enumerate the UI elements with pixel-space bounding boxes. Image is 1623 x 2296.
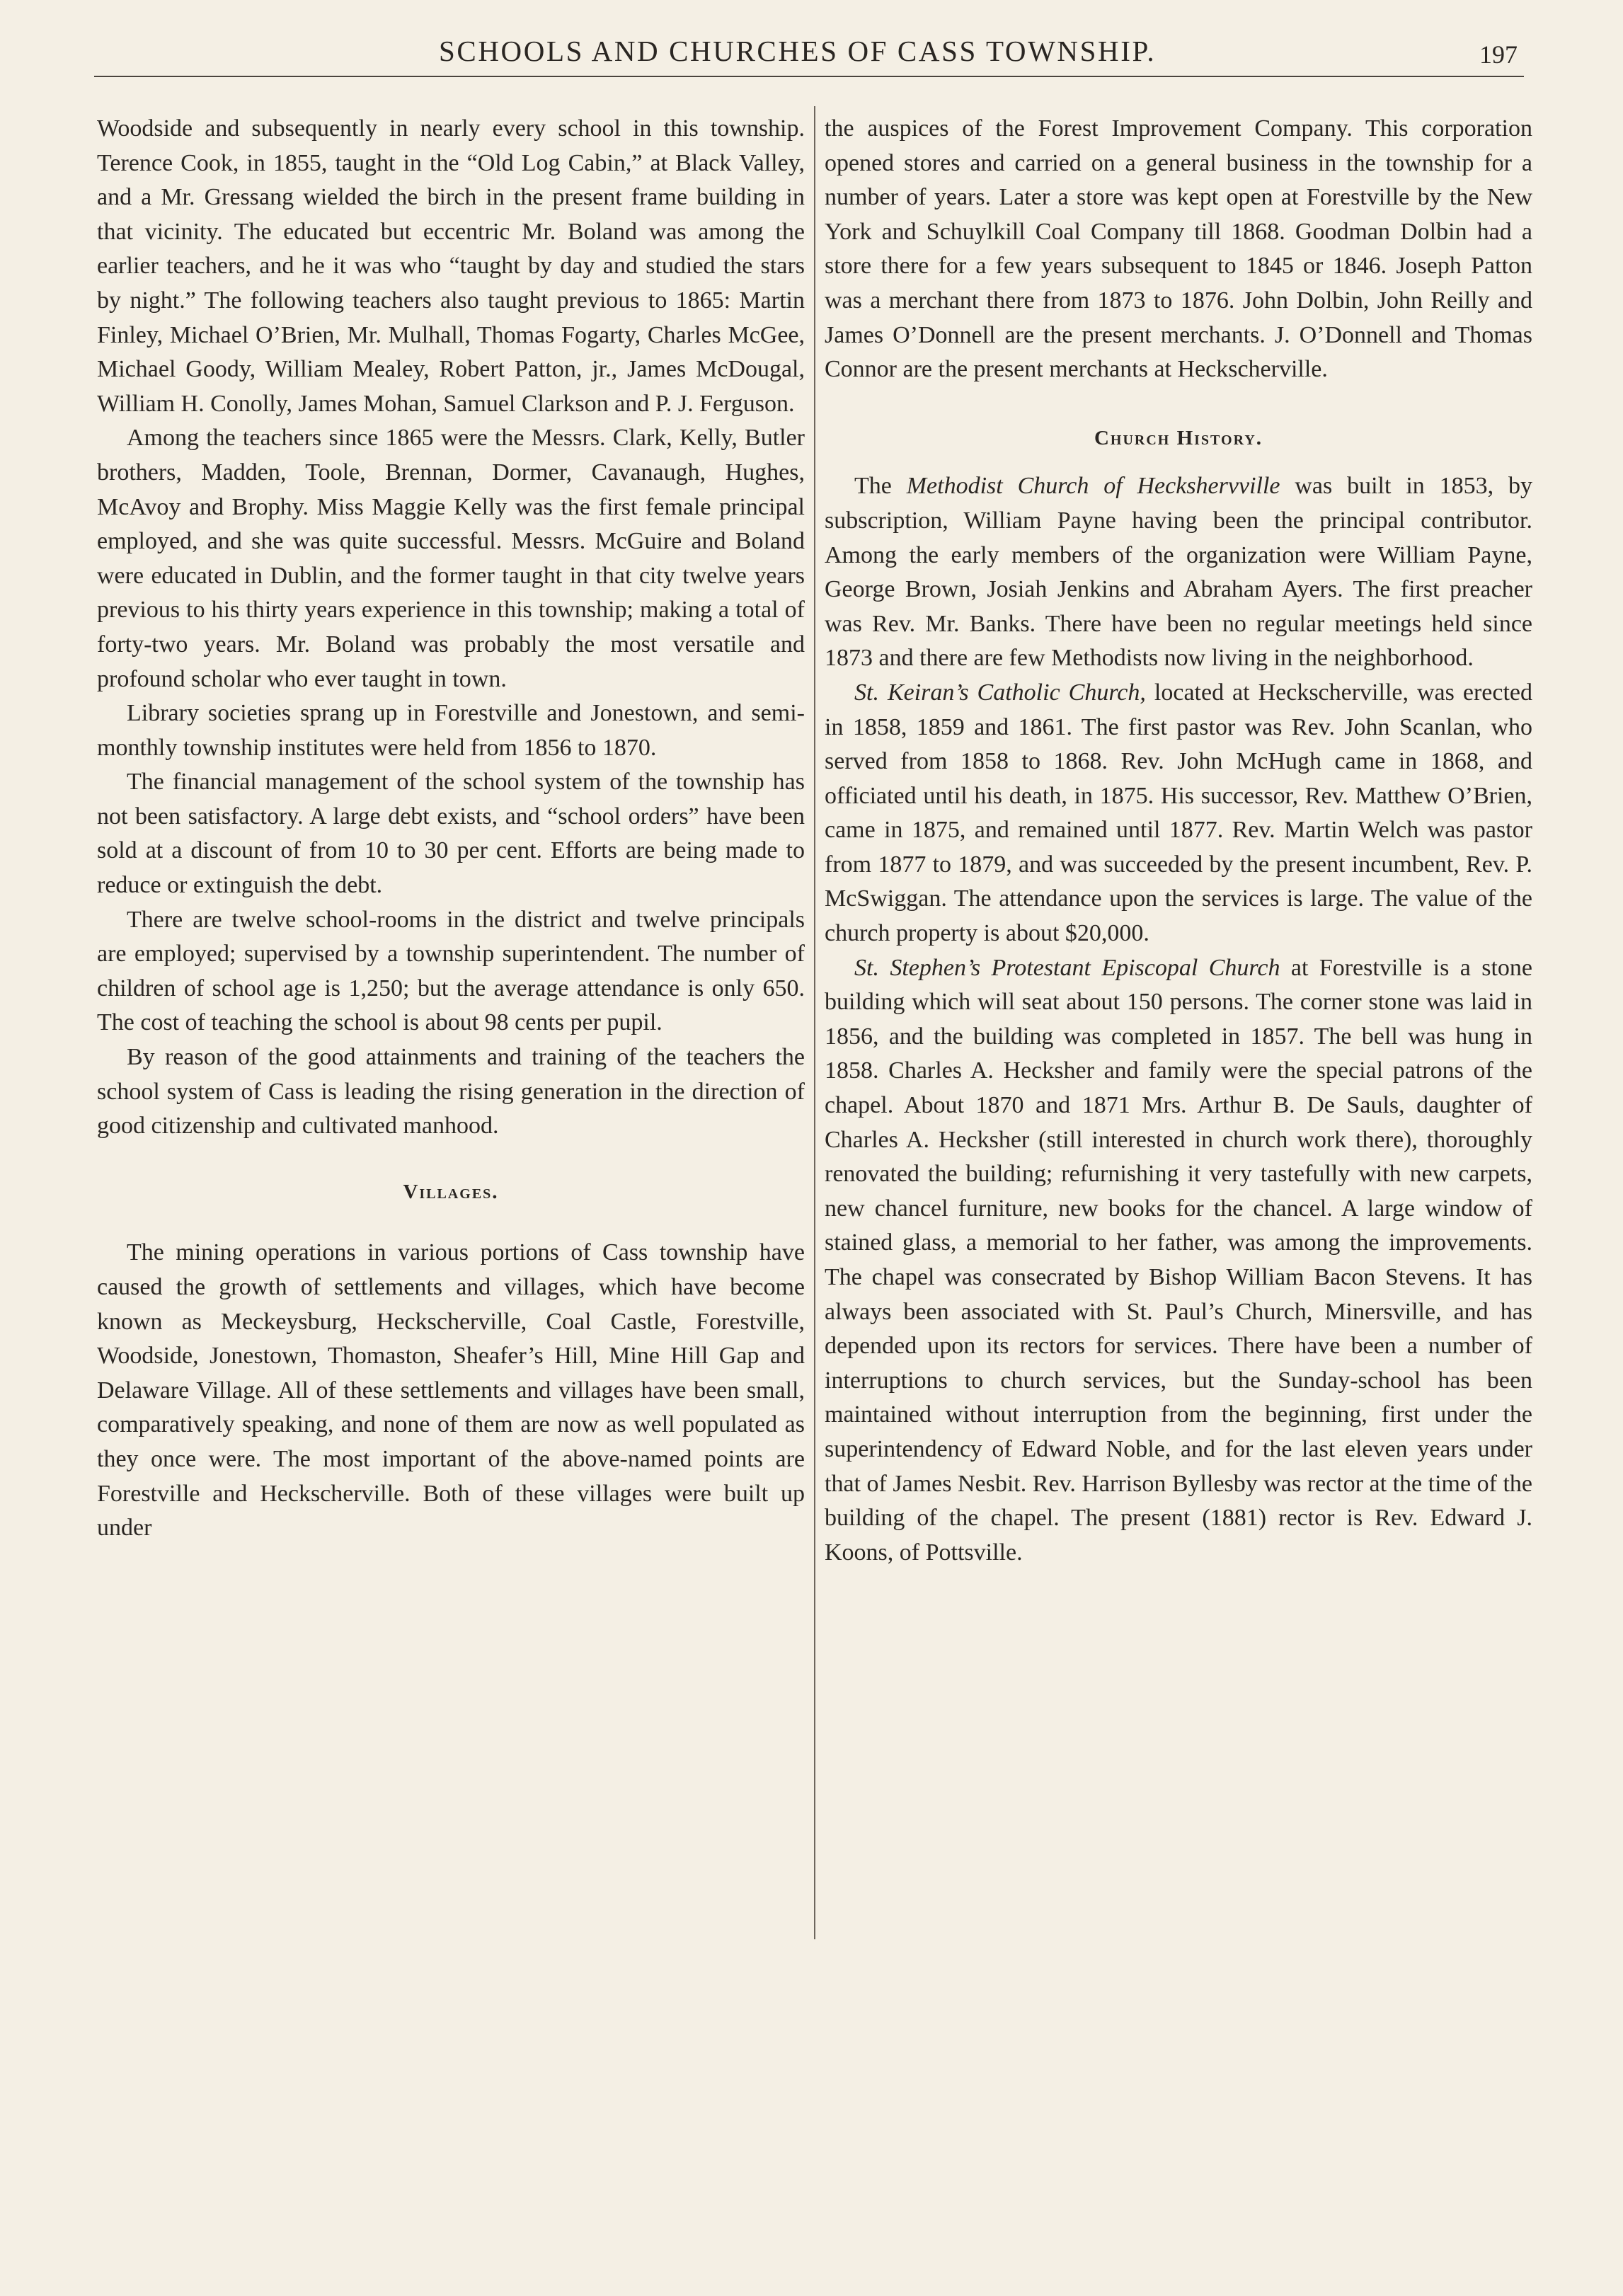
methodist-church-name: Methodist Church of Heckshervville	[906, 473, 1280, 500]
page-number: 197	[1479, 40, 1518, 69]
left-column	[97, 112, 805, 1546]
episcopal-church-name: St. Stephen’s Protestant Episcopal Church	[854, 954, 1280, 981]
methodist-church-paragraph	[825, 469, 1532, 676]
catholic-church-text: located at Heckscherville, was erected in 1858, 1859 and 1861. The first pastor was Rev. John Scanlan, who served from 1858 to 1868. Rev. John McHugh came in 1868, and officiated until his death, in 1875. His successor, Rev. Matthew O’Brien, came in 1875, and remained until 1877. Rev. Martin Welch was pastor from 1877 to 1879, and was succeeded by the present incumbent, Rev. P. McSwiggan. The attendance upon the services is large. The value of the church property is about $20,000.	[825, 679, 1532, 947]
catholic-church-paragraph	[825, 676, 1532, 951]
right-column	[825, 112, 1532, 1570]
forest-improvement-paragraph: the auspices of the Forest Improvement Company. This corporation opened stores and carried on a general business in the township for a number of years. Later a store was kept open at Forestville by the New York and Schuylkill Coal Company till 1868. Goodman Dolbin had a store there for a few years subsequent to 1845 or 1846. Joseph Patton was a merchant there from 1873 to 1876. John Dolbin, John Reilly and James O’Donnell are the present merchants. J. O’Donnell and Thomas Connor are the present merchants at Heckscherville.	[825, 115, 1532, 383]
mining-operations-paragraph: The mining operations in various portions of Cass township have caused the growth of settlements and villages, which have become known as Meckeysburg, Heckscherville, Coal Castle, Forestville, Woodside, Jonestown, Thomaston, Sheafer’s Hill, Mine Hill Gap and Delaware Village. All of these settlements and villages have been small, comparatively speaking, and none of them are now as well populated as they once were. The most important of the above-named points are Forestville and Heckscherville. Both of these villages were built up under	[97, 1239, 805, 1542]
running-header	[0, 30, 1623, 72]
header-rule	[94, 76, 1524, 77]
library-societies-paragraph: Library societies sprang up in Forestville and Jonestown, and semi-monthly township institutes were held from 1856 to 1870.	[97, 700, 805, 761]
teachers-since-1865-paragraph: Among the teachers since 1865 were the Messrs. Clark, Kelly, Butler brothers, Madden, Toole, Brennan, Dormer, Cavanaugh, Hughes, McAvoy and Brophy. Miss Maggie Kelly was the first female principal employed, and she was quite successful. Messrs. McGuire and Boland were educated in Dublin, and the former taught in that city twelve years previous to his thirty years experience in this township; making a total of forty-two years. Mr. Boland was probably the most versatile and profound scholar who ever taught in town.	[97, 425, 805, 692]
financial-management-paragraph: The financial management of the school system of the township has not been satisfactory. A large debt exists, and “school orders” have been sold at a discount of from 10 to 30 per cent. Efforts are being made to reduce or extinguish the debt.	[97, 769, 805, 899]
column-divider	[814, 106, 815, 1939]
school-rooms-paragraph: There are twelve school-rooms in the district and twelve principals are employed; supervised by a township superintendent. The number of children of school age is 1,250; but the average attendance is only 650. The cost of teaching the school is about 98 cents per pupil.	[97, 906, 805, 1036]
villages-heading: Villages.	[403, 1180, 499, 1203]
episcopal-church-text: at Forestville is a stone building which will seat about 150 persons. The corner stone was laid in 1856, and the building was completed in 1857. The bell was hung in 1858. Charles A. Hecksher and family were the special patrons of the chapel. About 1870 and 1871 Mrs. Arthur B. De Sauls, daughter of Charles A. Hecksher (still interested in church work there), thoroughly renovated the building; refurnishing it very tastefully with new carpets, new chancel furniture, new books for the chancel. A large window of stained glass, a memorial to her father, was among the improvements. The chapel was consecrated by Bishop William Bacon Stevens. It has always been associated with St. Paul’s Church, Minersville, and has depended upon its rectors for services. There have been a number of interruptions to church services, but the Sunday-school has been maintained without interruption from the beginning, first under the superintendency of Edward Noble, and for the last eleven years under that of James Nesbit. Rev. Harrison Byllesby was rector at the time of the building of the chapel. The present (1881) rector is Rev. Edward J. Koons, of Pottsville.	[825, 954, 1532, 1566]
attainments-paragraph: By reason of the good attainments and training of the teachers the school system of Cass is leading the rising generation in the direction of good citizenship and cultivated manhood.	[97, 1044, 805, 1140]
church-history-heading: Church History.	[1094, 426, 1263, 449]
methodist-intro: The	[854, 473, 907, 500]
episcopal-church-paragraph	[825, 951, 1532, 1571]
methodist-church-text: was built in 1853, by subscription, William Payne having been the principal contributor. Among the early members of the organization were William Payne, George Brown, Josiah Jenkins and Abraham Ayers. The first preacher was Rev. Mr. Banks. There have been no regular meetings held since 1873 and there are few Methodists now living in the neighborhood.	[825, 473, 1532, 672]
catholic-church-name: St. Keiran’s Catholic Church,	[854, 679, 1146, 706]
running-title: SCHOOLS AND CHURCHES OF CASS TOWNSHIP.	[439, 35, 1157, 67]
schools-paragraph-continued: Woodside and subsequently in nearly every school in this township. Terence Cook, in 1855, taught in the “Old Log Cabin,” at Black Valley, and a Mr. Gressang wielded the birch in the present frame building in that vicinity. The educated but eccentric Mr. Boland was among the earlier teachers, and he it was who “taught by day and studied the stars by night.” The following teachers also taught previous to 1865: Martin Finley, Michael O’Brien, Mr. Mulhall, Thomas Fogarty, Charles McGee, Michael Goody, William Mealey, Robert Patton, jr., James McDougal, William H. Conolly, James Mohan, Samuel Clarkson and P. J. Ferguson.	[97, 115, 805, 417]
